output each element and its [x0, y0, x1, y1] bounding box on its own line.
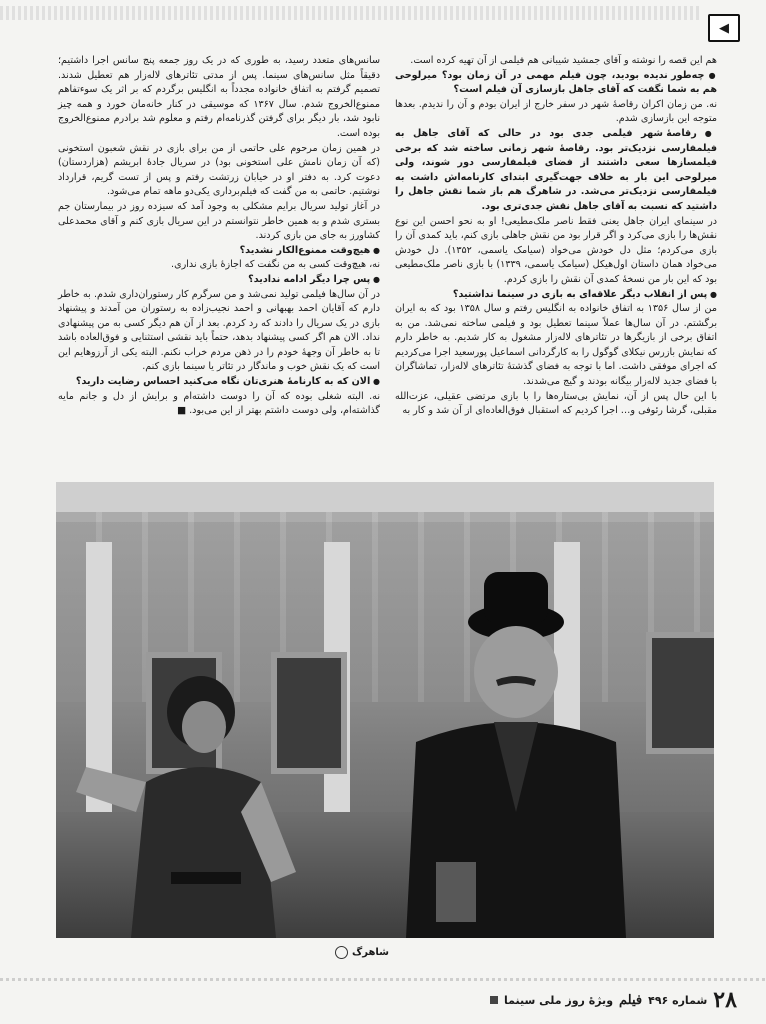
interview-question: ● پس چرا دیگر ادامه ندادید؟	[58, 273, 380, 288]
interview-paragraph: نه. من زمان اکران رقاصهٔ شهر در سفر خارج از ایران بودم و آن را ندیدم. بعدها متوجه این بازسازی شدم.	[395, 98, 717, 125]
page-footer	[0, 978, 766, 1024]
interview-paragraph: با این حال پس از آن، نمایش بی‌ستاره‌ها را با بازی مرتضی عقیلی، عزت‌الله مقبلی، گرشا رئوفی و… اجرا کردیم که استقبال فوق‌العاده‌ای از آن شد و کار به	[395, 390, 717, 417]
top-header-bar	[0, 0, 766, 36]
section-title: ویژهٔ روز ملی سینما	[504, 993, 614, 1007]
photo-figure-right	[376, 562, 626, 938]
film-still-photo	[56, 482, 714, 938]
interview-question: ● هیچ‌وقت ممنوع‌الکار نشدید؟	[58, 244, 380, 259]
interview-question: ● الان که به کارنامهٔ هنری‌تان نگاه می‌کنید احساس رضایت دارید؟	[58, 375, 380, 390]
caption-circle-icon	[335, 946, 348, 959]
photo-caption	[335, 946, 389, 959]
interview-question: ● پس از انقلاب دیگر علاقه‌ای به بازی در سینما نداشتید؟	[395, 288, 717, 303]
footer-dotted-rule	[0, 978, 766, 981]
interview-question: ● چه‌طور ندیده بودید، چون فیلم مهمی در آن زمان بود؟ میرلوحی هم به شما نگفت که آقای جاهل بازسازی آن فیلم است؟	[395, 69, 717, 98]
magazine-brand: فیلم	[619, 992, 643, 1008]
interview-paragraph: نه، هیچ‌وقت کسی به من نگفت که اجازهٔ بازی نداری.	[171, 259, 380, 271]
footer-bar	[490, 987, 737, 1013]
film-strip-icon	[708, 14, 740, 42]
footer-square-icon	[490, 996, 498, 1004]
interview-paragraph: در سینمای ایران جاهل یعنی فقط ناصر ملک‌مطیعی! او به نحو احسن این نوع نقش‌ها را بازی می‌کرد و اگر قرار بود من نقش جاهلی بازی کنم، باید کمدی آن را بازی می‌کردم؛ مثل دل خودش می‌خواد (سیامک یاسمی، ۱۳۵۲). دل خودش می‌خواد همان داستان اول‌هیکل (سیامک یاسمی، ۱۳۳۹) با بازی ناصر ملک‌مطیعی بود که این بار من نسخهٔ کمدی آن نقش را بازی کردم.	[395, 215, 718, 285]
text-column-right	[395, 54, 717, 419]
interview-paragraph: در آغاز تولید سریال برایم مشکلی به وجود آمد که سیزده روز در بیمارستان جم بستری شدم و به همین خاطر نتوانستم در این سریال بازی کنم و آقای محمدعلی کشاورز به جای من بازی کردند.	[58, 200, 380, 242]
interview-paragraph: در همین زمان مرحوم علی حاتمی از من برای بازی در نقش شعبون استخونی (که آن زمان نامش علی استخونی بود) در سریال جادهٔ ابریشم (هزاردستان) دعوت کرد. به دفتر او در خیابان زرتشت رفتم و پس از تست گریم، قرارداد نوشتیم. حاتمی به من گفت که فیلم‌برداری یکی‌دو ماهه تمام می‌شود.	[58, 142, 380, 198]
interview-paragraph: هم این قصه را نوشته و آقای جمشید شیبانی هم فیلمی از آن تهیه کرده است.	[410, 55, 717, 66]
interview-paragraph: سانس‌های متعدد رسید، به طوری که در یک روز جمعه پنج سانس اجرا داشتیم؛ دقیقاً مثل سانس‌های سینما. پس از مدتی تئاترهای لاله‌زار هم تعطیل شدند. تصمیم گرفتم به اتفاق خانواده مجدداً به انگلیس برگردم که بر اثر یک سوءتفاهم ممنوع‌الخروج شدم. سال ۱۳۶۷ که موسیقی در کنار خانه‌مان خورد و همه چیز نابود شد، بار دیگر برای گرفتن گذرنامه‌ام رفتم و معلوم شد برادرم ممنوع‌الخروج بوده است.	[58, 55, 381, 139]
film-strip-icon-glyph: ◀	[719, 20, 729, 36]
dotted-rule	[0, 6, 700, 20]
interview-question: ● رقاصهٔ شهر فیلمی جدی بود در حالی که آقای جاهل به فیلمفارسی نزدیک‌تر بود. رقاصهٔ شهر زمانی ساخته شد که برخی فیلمسازها سعی داشتند از فضای فیلمفارسی دور شوند، ولی میرلوحی این بار به خلاف جهت‌گیری ابتدای کارنامه‌اش داشت به فیلمفارسی نزدیک‌تر می‌شد. در شاهرگ هم باز شما نقش جاهل را داشتید که نسبت به آقای جاهل نقش جدی‌تری بود.	[395, 127, 717, 215]
page-number: ۲۸	[713, 987, 737, 1013]
issue-number: شماره ۴۹۶	[648, 993, 708, 1007]
text-column-left	[58, 54, 380, 419]
interview-paragraph: من از سال ۱۳۵۶ به اتفاق خانواده به انگلیس رفتم و سال ۱۳۵۸ بود که به ایران برگشتم. در آن سال‌ها عملاً سینما تعطیل بود و فیلمی ساخته نمی‌شد. من به اتفاق برخی از بازیگرها در تئاترهای لاله‌زار مشغول به کار شدیم. به خاطر دارم که نمایش بازرس نیکلای گوگول را به کارگردانی اسماعیل پورسعید اجرا می‌کردیم که اجرای موفقی داشت. اما با توجه به فضای گذشتهٔ تئاترهای لاله‌زار، تماشاگران با فضای جدید لاله‌زار بیگانه بودند و گیج می‌شدند.	[395, 303, 718, 388]
photo-figure-left	[76, 672, 316, 938]
interview-paragraph: نه. البته شغلی بوده که آن را دوست داشته‌ام و برایش از دل و جانم مایه گذاشته‌ام، ولی دوست داشتم بهتر از این می‌بود. ■	[58, 390, 380, 417]
caption-text: شاهرگ	[352, 947, 389, 958]
interview-paragraph: در آن سال‌ها فیلمی تولید نمی‌شد و من سرگرم کار رستوران‌داری شدم. به خاطر دارم که آقایان احمد بهبهانی و احمد نجیب‌زاده به رستوران من آمدند و پیشنهاد بازی در یک سریال را دادند که رد کردم. بعد از آن هم دیگر کسی به من پیشنهادی نداد. الان هم اگر کسی پیشنهاد بدهد، حتماً باید نقشی استثنایی و فوق‌العاده باشد تا به خاطر آن وجههٔ خودم را در ذهن مردم خراب نکنم. البته یکی از آرزوهایم این است که یک نقش خوب و ماندگار در تئاتر یا سینما بازی کنم.	[58, 288, 380, 373]
photo-window	[646, 632, 714, 754]
